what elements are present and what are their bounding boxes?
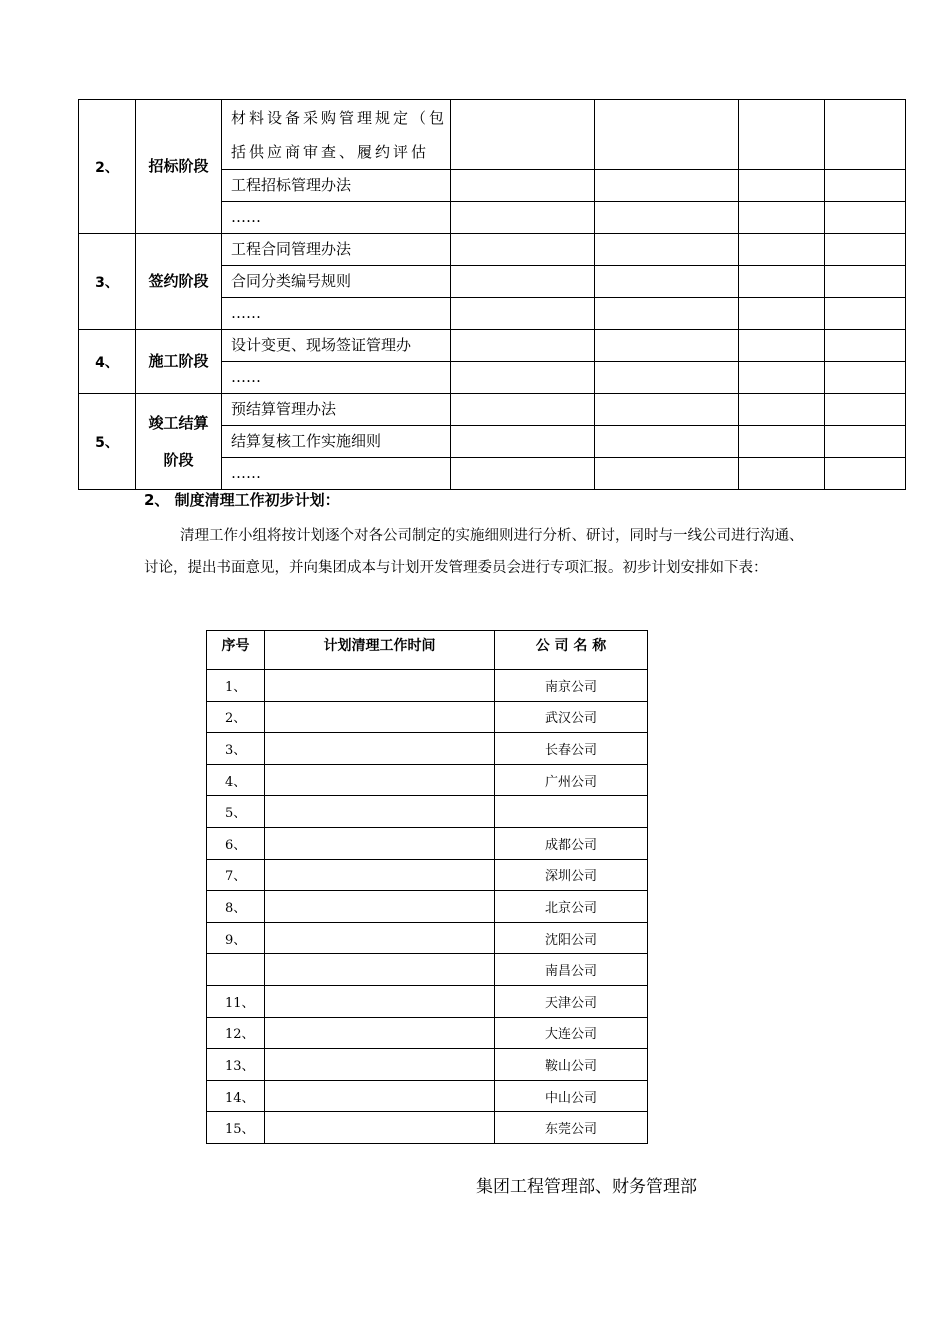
cleanup-time (265, 796, 495, 828)
stage-name: 签约阶段 (136, 234, 222, 330)
table-row (207, 1049, 648, 1081)
row-number: 9、 (207, 922, 265, 954)
row-number: 6、 (207, 827, 265, 859)
company-name: 成都公司 (495, 827, 648, 859)
stage-name: 施工阶段 (136, 330, 222, 394)
stage-number: 5、 (79, 394, 136, 490)
document-name: 设计变更、现场签证管理办 (222, 330, 451, 362)
section-heading: 2、 制度清理工作初步计划： (144, 491, 340, 509)
cleanup-time (265, 1049, 495, 1081)
document-name: …… (222, 362, 451, 394)
document-name: 合同分类编号规则 (222, 266, 451, 298)
cleanup-time (265, 701, 495, 733)
company-name: 南京公司 (495, 670, 648, 702)
cleanup-time (265, 922, 495, 954)
row-number: 11、 (207, 985, 265, 1017)
row-number: 3、 (207, 733, 265, 765)
cleanup-time (265, 954, 495, 986)
document-name: …… (222, 458, 451, 490)
company-name: 沈阳公司 (495, 922, 648, 954)
document-name: 预结算管理办法 (222, 394, 451, 426)
table-row (207, 1112, 648, 1144)
column-header-time: 计划清理工作时间 (265, 631, 495, 670)
row-number: 5、 (207, 796, 265, 828)
row-number: 14、 (207, 1080, 265, 1112)
row-number: 4、 (207, 764, 265, 796)
stage-name: 竣工结算阶段 (136, 394, 222, 490)
cleanup-time (265, 891, 495, 923)
cleanup-time (265, 670, 495, 702)
table-row (79, 330, 906, 362)
row-number: 1、 (207, 670, 265, 702)
table-header-row (207, 631, 648, 670)
document-name: 结算复核工作实施细则 (222, 426, 451, 458)
table-row (207, 954, 648, 986)
company-name: 鞍山公司 (495, 1049, 648, 1081)
stage-number: 4、 (79, 330, 136, 394)
company-name: 广州公司 (495, 764, 648, 796)
row-number: 8、 (207, 891, 265, 923)
company-name: 大连公司 (495, 1017, 648, 1049)
row-number: 2、 (207, 701, 265, 733)
company-name: 中山公司 (495, 1080, 648, 1112)
table-row (207, 670, 648, 702)
signature-department: 集团工程管理部、财务管理部 (476, 1177, 697, 1197)
table-row (207, 701, 648, 733)
cleanup-time (265, 764, 495, 796)
stage-number: 2、 (79, 100, 136, 234)
company-name: 北京公司 (495, 891, 648, 923)
table-row (79, 234, 906, 266)
cleanup-time (265, 733, 495, 765)
document-name: 工程合同管理办法 (222, 234, 451, 266)
row-number: 15、 (207, 1112, 265, 1144)
company-name: 东莞公司 (495, 1112, 648, 1144)
row-number: 7、 (207, 859, 265, 891)
cleanup-time (265, 859, 495, 891)
company-name: 天津公司 (495, 985, 648, 1017)
cleanup-time (265, 827, 495, 859)
document-name: …… (222, 298, 451, 330)
document-name: 工程招标管理办法 (222, 170, 451, 202)
table-row (207, 1017, 648, 1049)
company-name: 武汉公司 (495, 701, 648, 733)
row-number: 13、 (207, 1049, 265, 1081)
stage-name: 招标阶段 (136, 100, 222, 234)
company-name: 深圳公司 (495, 859, 648, 891)
company-name: 长春公司 (495, 733, 648, 765)
table-row (207, 764, 648, 796)
table-row (207, 859, 648, 891)
plan-paragraph: 清理工作小组将按计划逐个对各公司制定的实施细则进行分析、研讨，同时与一线公司进行沟通、讨论，提出书面意见，并向集团成本与计划开发管理委员会进行专项汇报。初步计划安排如下表： (144, 528, 804, 576)
column-header-number: 序号 (207, 631, 265, 670)
company-name: 南昌公司 (495, 954, 648, 986)
table-row (207, 733, 648, 765)
stage-number: 3、 (79, 234, 136, 330)
table-row (207, 985, 648, 1017)
company-name (495, 796, 648, 828)
table-row (207, 1080, 648, 1112)
table-row (79, 100, 906, 170)
table-row (207, 827, 648, 859)
row-number: 12、 (207, 1017, 265, 1049)
cleanup-time (265, 985, 495, 1017)
cleanup-time (265, 1112, 495, 1144)
document-name: …… (222, 202, 451, 234)
table-row (207, 891, 648, 923)
cleanup-time (265, 1017, 495, 1049)
document-name: 材料设备采购管理规定（包括供应商审查、履约评估 (222, 100, 451, 170)
stage-document-table (78, 99, 906, 490)
plan-schedule-table (206, 630, 648, 1144)
cleanup-time (265, 1080, 495, 1112)
table-row (207, 922, 648, 954)
table-row (207, 796, 648, 828)
row-number (207, 954, 265, 986)
table-row (79, 394, 906, 426)
column-header-company: 公 司 名 称 (495, 631, 648, 670)
